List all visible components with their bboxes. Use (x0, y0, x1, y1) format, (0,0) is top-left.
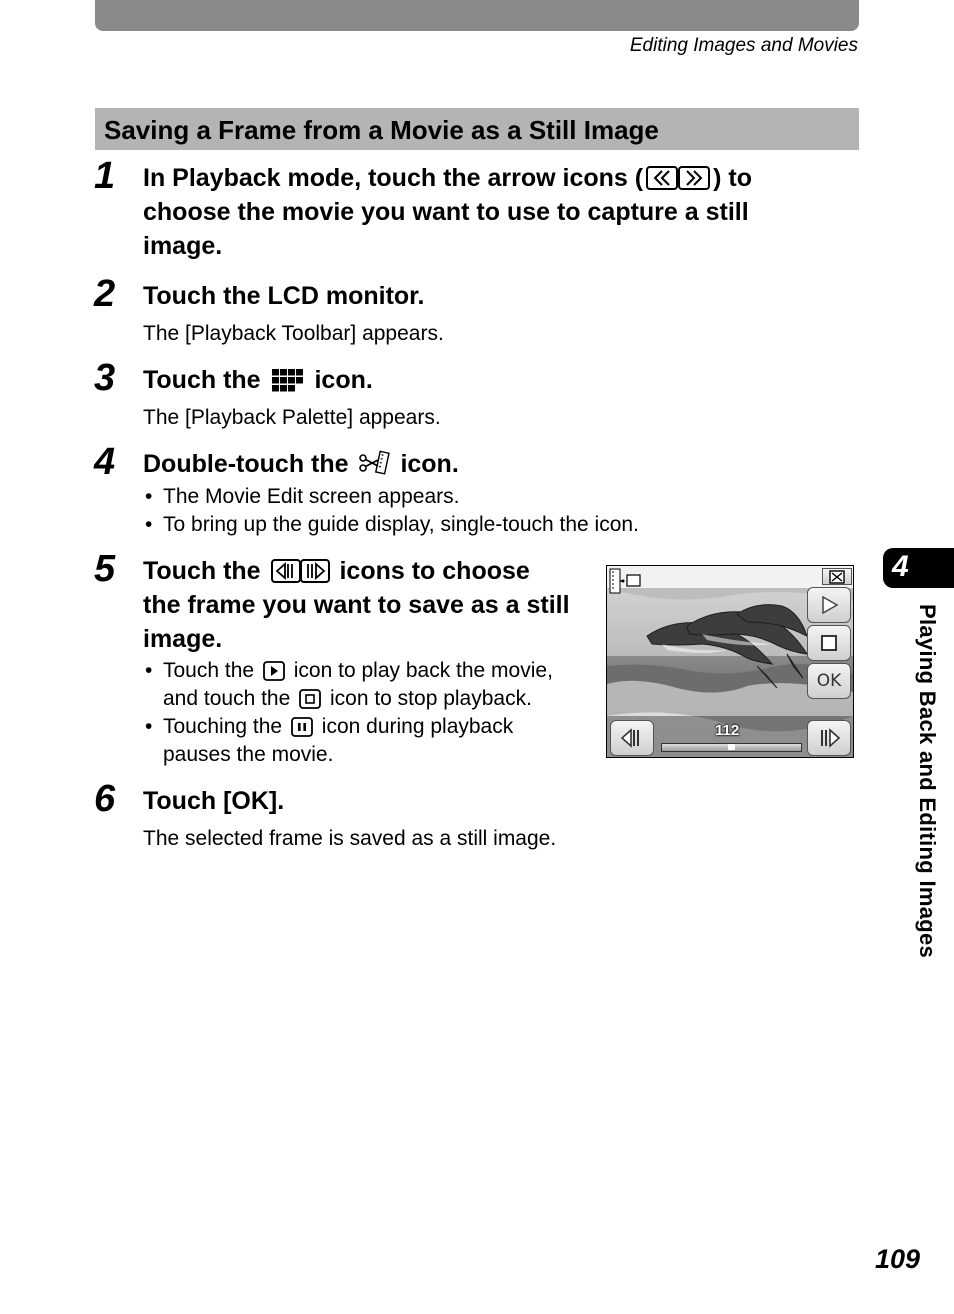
step-2-heading: Touch the LCD monitor. (143, 282, 425, 310)
step-2-body: The [Playback Toolbar] appears. (143, 322, 444, 345)
running-head: Editing Images and Movies (629, 35, 858, 56)
section-banner (95, 108, 859, 150)
arrow-left-icon (646, 166, 678, 190)
chapter-title: Playing Back and Editing Images (915, 604, 940, 959)
step-1-heading-line3: image. (143, 232, 223, 260)
step-1-heading-text-b: ) to (713, 164, 752, 192)
step-5-heading-text-b: icons to choose (339, 557, 530, 585)
step-5-bullet-2 (143, 713, 513, 769)
movie-edit-scissors-icon (358, 450, 390, 476)
movie-edit-screen (606, 565, 854, 758)
step-3-heading (143, 363, 373, 397)
ok-label: OK (816, 671, 842, 691)
chapter-number: 4 (892, 550, 909, 583)
pause-icon (291, 717, 313, 737)
step-number-2: 2 (94, 273, 116, 315)
step-6-body: The selected frame is saved as a still image. (143, 827, 557, 850)
frame-counter: 112 (715, 722, 740, 739)
step-1-heading-text-a: In Playback mode, touch the arrow icons ( (143, 164, 644, 192)
lcd-frame-back-button[interactable] (610, 720, 654, 756)
close-button[interactable] (822, 568, 852, 585)
step-5-bullet-1-text-d: icon to stop playback. (329, 687, 532, 710)
stop-icon (820, 634, 838, 652)
step-6-heading: Touch [OK]. (143, 787, 285, 815)
top-bar (95, 0, 859, 31)
lcd-stop-button[interactable] (807, 625, 851, 661)
step-number-5: 5 (94, 548, 116, 590)
step-5-bullet-2-text-a: Touching the (163, 715, 283, 738)
progress-knob[interactable] (728, 744, 735, 750)
step-4-heading-text-a: Double-touch the (143, 450, 349, 478)
step-1-heading-line2: choose the movie you want to use to capture a still (143, 198, 749, 226)
step-4-bullet-1: • The Movie Edit screen appears. (143, 483, 459, 511)
step-5-bullet-1-text-b: icon to play back the movie, (293, 659, 553, 682)
chapter-tab (883, 548, 954, 588)
step-number-1: 1 (94, 155, 116, 197)
frame-forward-icon (300, 559, 330, 583)
step-5-bullet-1-text-a: Touch the (163, 659, 255, 682)
lcd-play-button[interactable] (807, 587, 851, 623)
frame-forward-icon (816, 727, 842, 749)
step-5-bullet-2-text-b: icon during playback (321, 715, 514, 738)
step-3-heading-text-b: icon. (314, 366, 373, 394)
step-4-bullet-2: • To bring up the guide display, single-touch the icon. (143, 511, 639, 539)
frame-back-icon (619, 727, 645, 749)
step-number-6: 6 (94, 778, 116, 820)
step-3-heading-text-a: Touch the (143, 366, 261, 394)
step-5-heading-line2: the frame you want to save as a still (143, 591, 570, 619)
step-number-3: 3 (94, 357, 116, 399)
step-1-heading (143, 161, 752, 263)
step-3-body: The [Playback Palette] appears. (143, 406, 441, 429)
step-5-bullet-2-line2: pauses the movie. (163, 743, 334, 766)
playback-progress-bar[interactable] (661, 743, 802, 752)
stop-icon (299, 689, 321, 709)
play-icon (263, 661, 285, 681)
step-4-heading-text-b: icon. (400, 450, 459, 478)
step-5-heading (143, 554, 570, 656)
arrow-right-icon (678, 166, 710, 190)
step-5-heading-text-a: Touch the (143, 557, 261, 585)
step-5-heading-line3: image. (143, 625, 223, 653)
lcd-ok-button[interactable] (807, 663, 851, 699)
mode-palette-icon (271, 368, 305, 392)
close-icon (829, 570, 845, 584)
play-icon (819, 595, 839, 615)
frame-back-icon (271, 559, 301, 583)
step-5-bullet-1-text-c: and touch the (163, 687, 291, 710)
lcd-frame-forward-button[interactable] (807, 720, 851, 756)
step-5-bullet-1 (143, 657, 553, 713)
step-4-heading (143, 447, 459, 481)
page-number: 109 (874, 1244, 920, 1274)
section-title: Saving a Frame from a Movie as a Still Image (104, 115, 659, 145)
step-number-4: 4 (94, 441, 116, 483)
